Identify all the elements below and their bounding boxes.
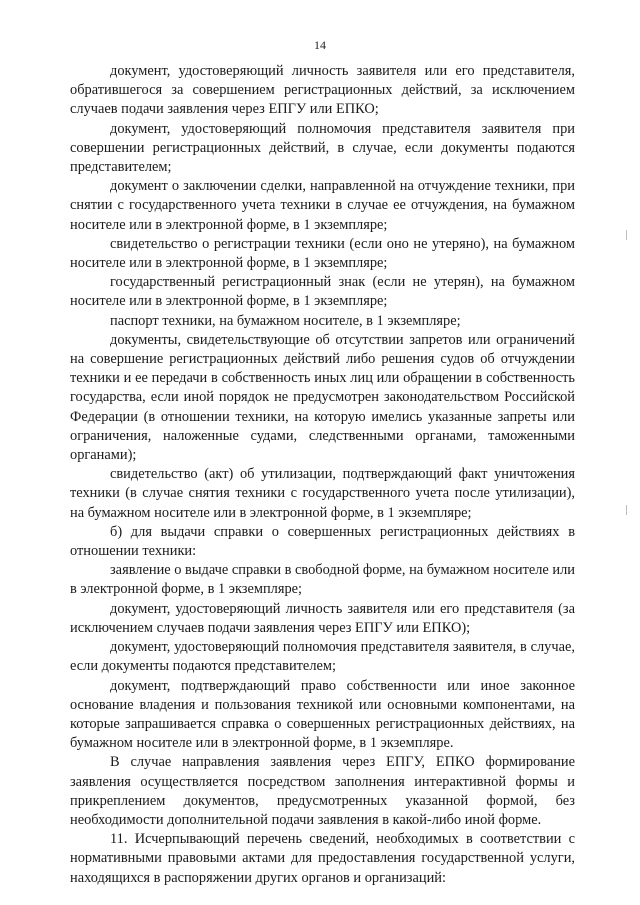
paragraph: документ, удостоверяющий личность заявителя или его представителя (за исключением случаев подачи заявления через ЕПГУ или ЕПКО); <box>70 600 575 636</box>
scan-artifact <box>626 230 627 240</box>
paragraph: б) для выдачи справки о совершенных регистрационных действиях в отношении техники: <box>70 523 575 560</box>
paragraph: 11. Исчерпывающий перечень сведений, необходимых в соответствии с нормативными правовыми актами для предоставления государственной услуги, находящихся в распоряжении других органов и организаций: <box>70 831 575 886</box>
paragraph: документы, свидетельствующие об отсутствии запретов или ограничений на совершение регистрационных действий либо решения судов об отчуждении техники и ее передачи в собственность иных лиц или обращении в собственность государства, если иной порядок не предусмотрен законодательством Российской Федерации (в отношении техники, на которую имелись указанные запреты или ограничения, наложенные судами, следственными органами, таможенными органами); <box>70 331 575 464</box>
scan-artifact <box>626 505 627 515</box>
paragraph: В случае направления заявления через ЕПГУ, ЕПКО формирование заявления осуществляется посредством заполнения интерактивной формы и прикреплением документов, предусмотренных указанной формой, без необходимости дополнительной подачи заявления в какой-либо иной форме. <box>70 754 575 828</box>
paragraph: свидетельство о регистрации техники (если оно не утеряно), на бумажном носителе или в электронной форме, в 1 экземпляре; <box>70 235 575 272</box>
paragraph: государственный регистрационный знак (если не утерян), на бумажном носителе или в электронной форме, в 1 экземпляре; <box>70 274 575 310</box>
page-number: 14 <box>314 38 326 52</box>
paragraph: паспорт техники, на бумажном носителе, в 1 экземпляре; <box>110 312 461 329</box>
paragraph: документ о заключении сделки, направленной на отчуждение техники, при снятии с государственного учета техники в случае ее отчуждения, на бумажном носителе или в электронной форме, в 1 экземпляре; <box>70 178 575 233</box>
paragraph: документ, удостоверяющий полномочия представителя заявителя при совершении регистрационных действий, в случае, если документы подаются представителем; <box>70 120 575 176</box>
paragraph: документ, удостоверяющий личность заявителя или его представителя, обратившегося за совершением регистрационных действий, за исключением случаев подачи заявления через ЕПГУ или ЕПКО; <box>70 63 575 118</box>
document-body <box>70 62 575 888</box>
paragraph: заявление о выдаче справки в свободной форме, на бумажном носителе или в электронной форме, в 1 экземпляре; <box>70 562 575 598</box>
paragraph: документ, удостоверяющий полномочия представителя заявителя, в случае, если документы подаются представителем; <box>70 639 575 675</box>
paragraph: документ, подтверждающий право собственности или иное законное основание владения и пользования техникой или основными компонентами, на которые запрашивается справка о совершенных регистрационных действиях, на бумажном носителе или в электронной форме, в 1 экземпляре. <box>70 677 575 752</box>
paragraph: свидетельство (акт) об утилизации, подтверждающий факт уничтожения техники (в случае снятия техники с государственного учета после утилизации), на бумажном носителе или в электронной форме, в 1 экземпляре; <box>70 466 575 521</box>
